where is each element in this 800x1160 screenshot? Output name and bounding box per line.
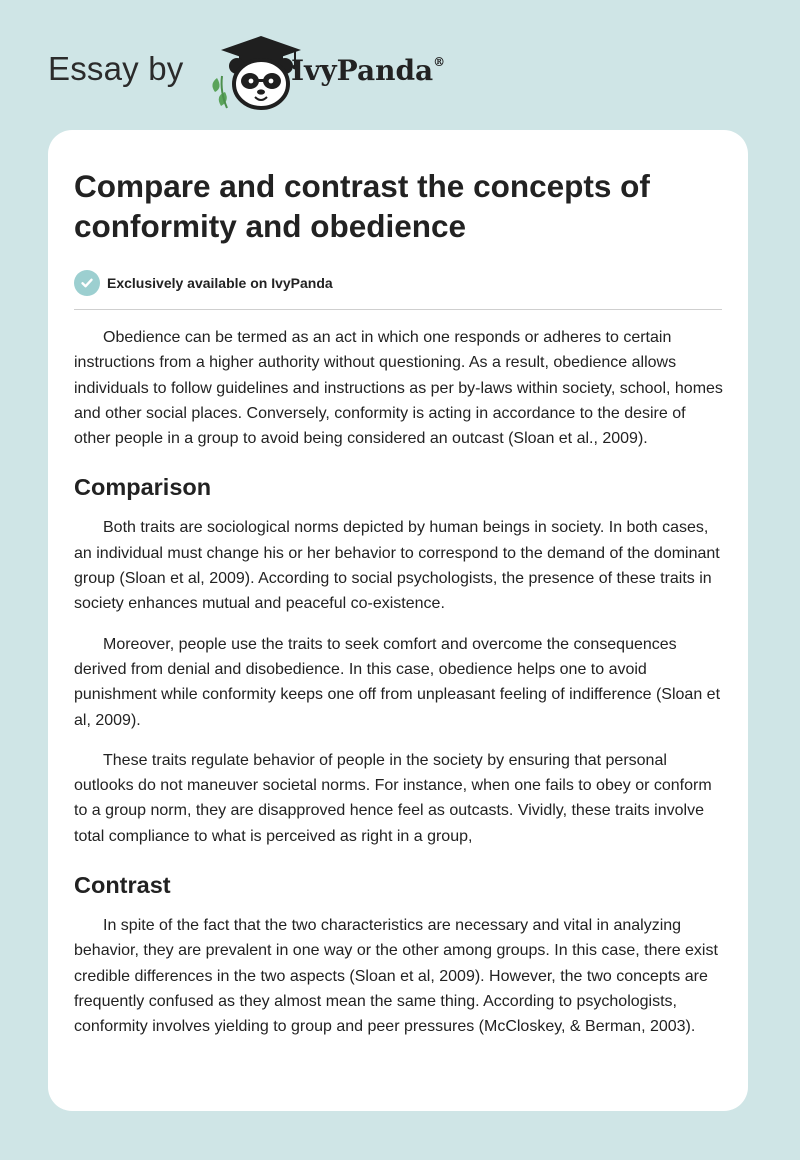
divider — [74, 309, 722, 310]
intro-paragraph: Obedience can be termed as an act in which one responds or adheres to certain instructions from a higher authority without questioning. As a result, obedience allows individuals to follow guidelines and instructions as per by-laws within society, school, homes and other social places. Conversely, conformity is acting in accordance to the desire of other people in a group to avoid being considered an outcast (Sloan et al., 2009). — [74, 329, 723, 448]
site-header — [48, 32, 752, 112]
contrast-paragraph-1: In spite of the fact that the two characteristics are necessary and vital in analyzing behavior, they are prevalent in one way or the other among groups. In this case, there exist credible differences in the two aspects (Sloan et al, 2009). However, the two concepts are frequently confused as they almost mean the same thing. According to psychologists, conformity involves yielding to group and peer pressures (McCloskey, & Berman, 2003). — [74, 917, 718, 1036]
brand-name[interactable] — [291, 54, 445, 87]
comparison-heading: Comparison — [74, 474, 212, 501]
comparison-paragraph-2: Moreover, people use the traits to seek comfort and overcome the consequences derived from denial and disobedience. In this case, obedience helps one to avoid punishment while conformity keeps one off from unpleasant feeling of indifference (Sloan et al, 2009). — [74, 635, 721, 729]
checkmark-icon — [74, 270, 100, 296]
comparison-paragraph-3: These traits regulate behavior of people in the society by ensuring that personal outlooks do not maneuver societal norms. For instance, when one fails to obey or conform to a group norm, they are disapproved hence feel as outcasts. Vividly, these traits involve total compliance to what is perceived as right in a group, — [74, 751, 712, 845]
page-title: Compare and contrast the concepts of conformity and obedience — [74, 168, 650, 244]
contrast-heading: Contrast — [74, 872, 171, 899]
exclusive-label: Exclusively available on IvyPanda — [107, 275, 333, 291]
essay-card — [48, 130, 748, 1111]
registered-mark: ® — [433, 54, 446, 69]
comparison-paragraph-1: Both traits are sociological norms depicted by human beings in society. In both cases, an individual must change his or her behavior to correspond to the demand of the dominant group (Sloan et al, 2009). According to social psychologists, the presence of these traits in society enhances mutual and peaceful co-existence. — [74, 519, 720, 613]
exclusive-badge — [74, 270, 724, 296]
essay-content — [74, 166, 724, 1040]
brand-label: IvyPanda — [291, 54, 434, 87]
essay-by-label: Essay by — [48, 50, 184, 87]
